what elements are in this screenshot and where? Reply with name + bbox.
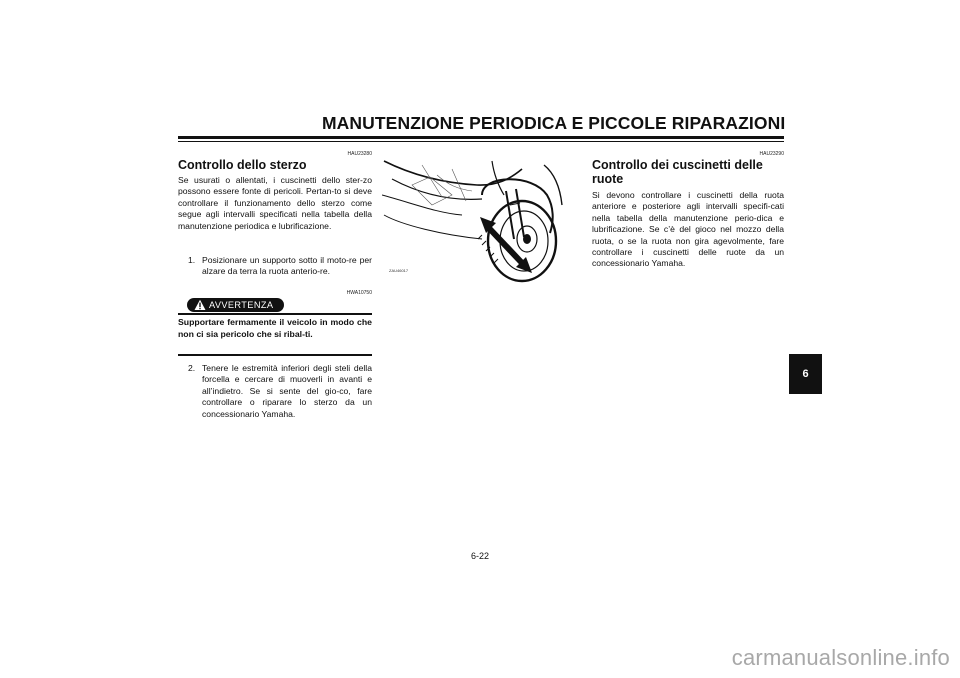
warning-text: Supportare fermamente il veicolo in modo che non ci sia pericolo che si ribal-ti. xyxy=(178,317,372,339)
header-rule-thick xyxy=(178,136,784,139)
chapter-tab: 6 xyxy=(789,354,822,394)
step-text: Tenere le estremità inferiori degli steli della forcella e cercare di muoverli in avanti e all’indietro. Se si sente del gio-co, fare controllare o riparare lo sterzo da un concessionario Yamaha. xyxy=(202,363,372,419)
step-number: 1. xyxy=(188,255,196,265)
section-code: HAU23290 xyxy=(759,151,784,157)
warning-code: HWA10750 xyxy=(346,290,372,296)
warning-label: AVVERTENZA xyxy=(209,300,274,310)
section-code: HAU23280 xyxy=(347,151,372,157)
warning-rule-top xyxy=(178,313,372,315)
warning-badge xyxy=(187,298,284,312)
page-number: 6-22 xyxy=(470,551,489,561)
section-heading-steering: Controllo dello sterzo xyxy=(178,158,307,172)
list-item xyxy=(188,363,372,423)
list-item xyxy=(188,255,372,289)
illustration-code: ZAU46017 xyxy=(389,268,409,273)
step-number: 2. xyxy=(188,363,196,373)
section-body-bearings: Si devono controllare i cuscinetti della ruota anteriore e posteriore agli intervalli specifi-cati nella tabella della manutenzione perio-dica e lubrificazione. Se c’è del gioco nel mozzo della ruota, o se la ruota non gira agevolmente, fare controllare i cuscinetti delle ruote da un concessionario Yamaha. xyxy=(592,190,784,269)
page-title: MANUTENZIONE PERIODICA E PICCOLE RIPARAZIONI xyxy=(322,113,786,133)
section-body-steering: Se usurati o allentati, i cuscinetti dello ster-zo possono essere fonte di pericoli. Pertan-to si deve controllare il funzionamento dello sterzo come segue agli intervalli specificati nella tabella della manutenzione periodica e lubrificazione. xyxy=(178,175,372,231)
fork-wheel-illustration xyxy=(382,155,572,285)
warning-triangle-icon xyxy=(194,299,206,311)
warning-rule-bottom xyxy=(178,354,372,356)
step-text: Posizionare un supporto sotto il moto-re per alzare da terra la ruota anterio-re. xyxy=(202,255,372,277)
watermark: carmanualsonline.info xyxy=(731,645,950,670)
section-heading-bearings: Controllo dei cuscinetti delle ruote xyxy=(592,158,763,186)
header-rule-thin xyxy=(178,141,784,142)
